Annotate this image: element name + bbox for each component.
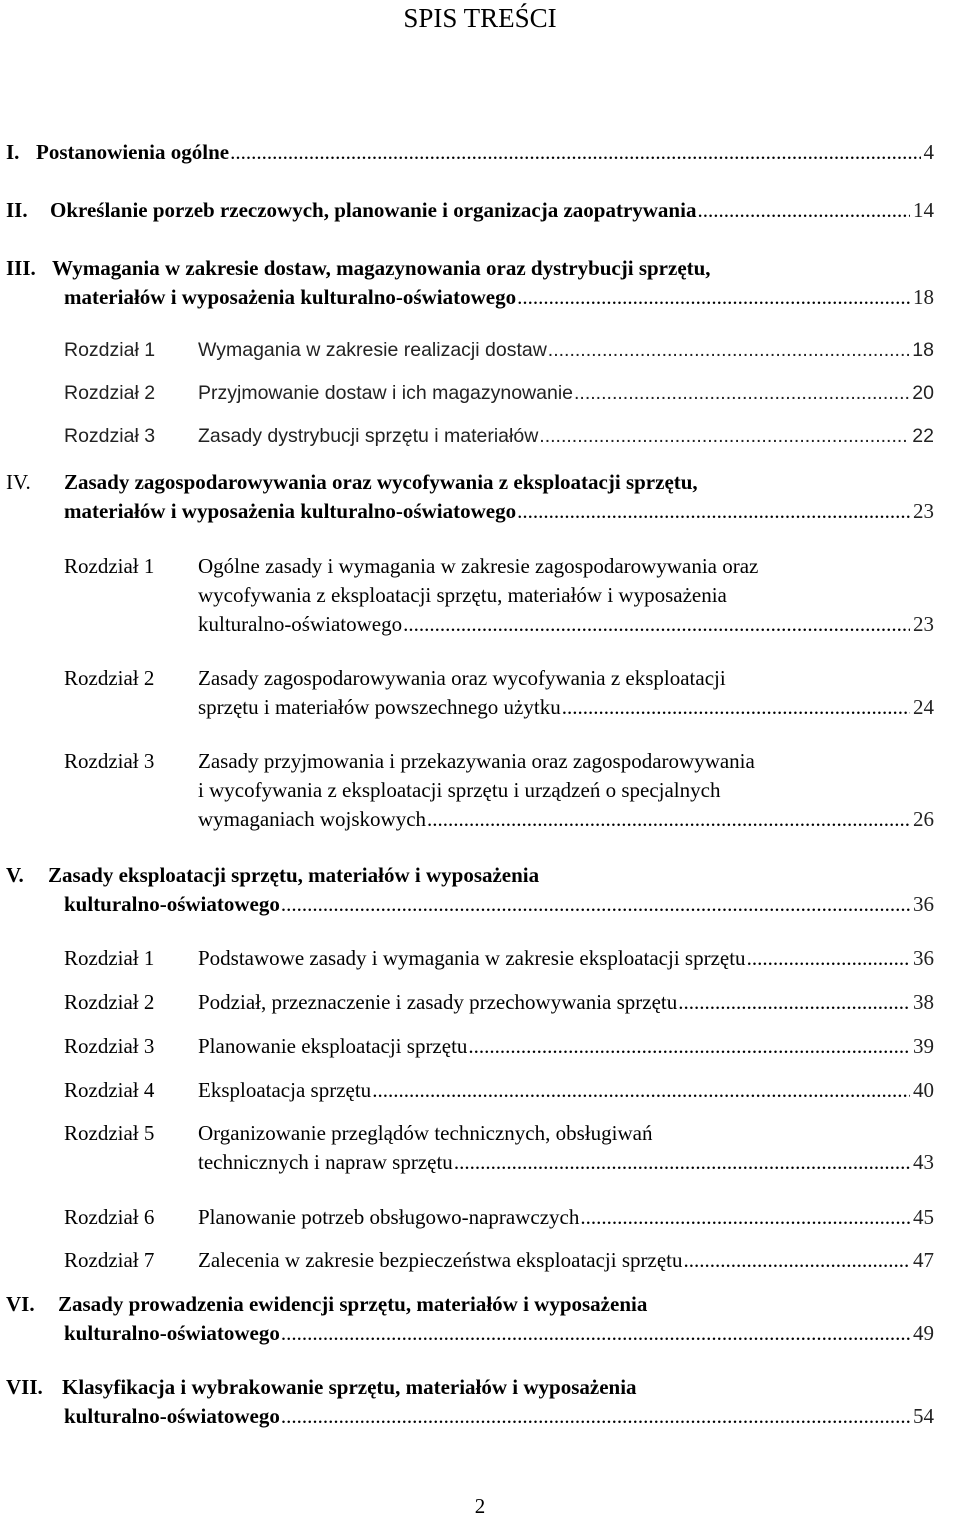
leader-dots: [230, 140, 920, 165]
chapter-title: Organizowanie przeglądów technicznych, obsługiwań: [198, 1121, 653, 1145]
chapter-title: Zasady zagospodarowywania oraz wycofywania z eksploatacji: [198, 666, 726, 690]
toc-page: 47: [913, 1248, 934, 1272]
leader-dots: [574, 382, 909, 405]
chapter-title-cont: technicznych i napraw sprzętu: [198, 1150, 453, 1174]
chapter-title: Eksploatacja sprzętu: [198, 1078, 372, 1102]
leader-dots: [372, 1078, 910, 1103]
toc-page: 23: [913, 612, 934, 636]
chapter-label: Rozdział 3: [64, 425, 156, 447]
toc-page: 43: [913, 1150, 934, 1174]
toc-page: 22: [912, 425, 934, 447]
leader-dots: [517, 499, 910, 524]
toc-title-cont: kulturalno-oświatowego: [64, 892, 280, 916]
toc-line: [64, 1321, 934, 1346]
toc-title: Zasady prowadzenia ewidencji sprzętu, materiałów i wyposażenia: [58, 1292, 648, 1316]
toc-page: 26: [913, 807, 934, 831]
toc-line: [198, 1248, 934, 1273]
toc-page: 38: [913, 990, 934, 1014]
toc-number: II.: [6, 198, 28, 222]
toc-line: [198, 1078, 934, 1103]
toc-title: Klasyfikacja i wybrakowanie sprzętu, materiałów i wyposażenia: [62, 1375, 637, 1399]
leader-dots: [454, 1150, 910, 1175]
leader-dots: [281, 1404, 910, 1429]
chapter-title: Podział, przeznaczenie i zasady przechowywania sprzętu: [198, 990, 678, 1014]
chapter-label: Rozdział 1: [64, 554, 155, 578]
chapter-title: Zasady dystrybucji sprzętu i materiałów: [198, 425, 539, 447]
chapter-title: Planowanie eksploatacji sprzętu: [198, 1034, 468, 1058]
leader-dots: [684, 1248, 911, 1273]
page-number: 2: [474, 1494, 486, 1518]
toc-line: [50, 198, 934, 223]
chapter-title: Zasady przyjmowania i przekazywania oraz zagospodarowywania: [198, 749, 755, 773]
chapter-title: Ogólne zasady i wymagania w zakresie zagospodarowywania oraz: [198, 554, 759, 578]
toc-number: VI.: [6, 1292, 35, 1316]
toc-line: [198, 807, 934, 832]
toc-line: [198, 1150, 934, 1175]
chapter-label: Rozdział 2: [64, 990, 155, 1014]
leader-dots: [548, 339, 910, 362]
toc-line: [64, 285, 934, 310]
page-title: SPIS TREŚCI: [403, 3, 557, 33]
toc-number: VII.: [6, 1375, 43, 1399]
leader-dots: [281, 892, 910, 917]
toc-line: [198, 1034, 934, 1059]
chapter-label: Rozdział 2: [64, 382, 156, 404]
chapter-label: Rozdział 6: [64, 1205, 155, 1229]
chapter-title-cont: wymaganiach wojskowych: [198, 807, 427, 831]
toc-title-cont: kulturalno-oświatowego: [64, 1321, 280, 1345]
leader-dots: [281, 1321, 910, 1346]
toc-line: [198, 339, 934, 362]
toc-page: 45: [913, 1205, 934, 1229]
toc-number: IV.: [6, 470, 31, 494]
toc-page: 20: [912, 382, 934, 404]
toc-line: [198, 1205, 934, 1230]
chapter-label: Rozdział 4: [64, 1078, 155, 1102]
toc-page: 23: [913, 499, 934, 523]
toc-page: 39: [913, 1034, 934, 1058]
toc-title-cont: kulturalno-oświatowego: [64, 1404, 280, 1428]
chapter-label: Rozdział 3: [64, 749, 155, 773]
toc-page: 49: [913, 1321, 934, 1345]
toc-line: [64, 499, 934, 524]
toc-page: 54: [913, 1404, 934, 1428]
toc-number: III.: [6, 256, 36, 280]
chapter-label: Rozdział 3: [64, 1034, 155, 1058]
chapter-title: Planowanie potrzeb obsługowo-naprawczych: [198, 1205, 580, 1229]
toc-page: 36: [913, 946, 934, 970]
chapter-title: Przyjmowanie dostaw i ich magazynowanie: [198, 382, 574, 404]
toc-number: I.: [6, 140, 20, 164]
toc-title-cont: materiałów i wyposażenia kulturalno-oświatowego: [64, 285, 517, 309]
toc-line: [64, 892, 934, 917]
chapter-label: Rozdział 1: [64, 339, 156, 361]
chapter-label: Rozdział 5: [64, 1121, 155, 1145]
toc-line: [198, 425, 934, 448]
leader-dots: [747, 946, 910, 971]
toc-page: 18: [913, 285, 934, 309]
toc-line: [64, 1404, 934, 1429]
toc-line: [198, 612, 934, 637]
chapter-label: Rozdział 7: [64, 1248, 155, 1272]
leader-dots: [562, 695, 910, 720]
toc-title: Określanie porzeb rzeczowych, planowanie i organizacja zaopatrywania: [50, 198, 697, 222]
leader-dots: [517, 285, 910, 310]
leader-dots: [427, 807, 910, 832]
leader-dots: [697, 198, 910, 223]
toc-title: Zasady eksploatacji sprzętu, materiałów i wyposażenia: [48, 863, 540, 887]
chapter-title: Wymagania w zakresie realizacji dostaw: [198, 339, 547, 361]
leader-dots: [580, 1205, 910, 1230]
toc-title: Postanowienia ogólne: [36, 140, 230, 164]
toc-title: Wymagania w zakresie dostaw, magazynowania oraz dystrybucji sprzętu,: [52, 256, 711, 280]
chapter-label: Rozdział 2: [64, 666, 155, 690]
toc-number: V.: [6, 863, 24, 887]
chapter-title-cont: i wycofywania z eksploatacji sprzętu i urządzeń o specjalnych: [198, 778, 721, 802]
toc-line: [198, 382, 934, 405]
toc-line: [198, 695, 934, 720]
chapter-title-cont: wycofywania z eksploatacji sprzętu, materiałów i wyposażenia: [198, 583, 727, 607]
toc-page: 24: [913, 695, 934, 719]
toc-page: 4: [923, 140, 934, 164]
chapter-title-cont: sprzętu i materiałów powszechnego użytku: [198, 695, 561, 719]
chapter-title: Zalecenia w zakresie bezpieczeństwa eksploatacji sprzętu: [198, 1248, 683, 1272]
toc-page: 18: [912, 339, 934, 361]
leader-dots: [468, 1034, 910, 1059]
toc-line: [198, 990, 934, 1015]
toc-title: Zasady zagospodarowywania oraz wycofywania z eksploatacji sprzętu,: [64, 470, 698, 494]
leader-dots: [678, 990, 910, 1015]
toc-line: [198, 946, 934, 971]
chapter-title: Podstawowe zasady i wymagania w zakresie eksploatacji sprzętu: [198, 946, 746, 970]
toc-line: [36, 140, 934, 165]
leader-dots: [539, 425, 909, 448]
toc-page: 14: [913, 198, 934, 222]
toc-page: 36: [913, 892, 934, 916]
leader-dots: [403, 612, 910, 637]
chapter-label: Rozdział 1: [64, 946, 155, 970]
chapter-title-cont: kulturalno-oświatowego: [198, 612, 403, 636]
toc-page: 40: [913, 1078, 934, 1102]
toc-title-cont: materiałów i wyposażenia kulturalno-oświatowego: [64, 499, 517, 523]
